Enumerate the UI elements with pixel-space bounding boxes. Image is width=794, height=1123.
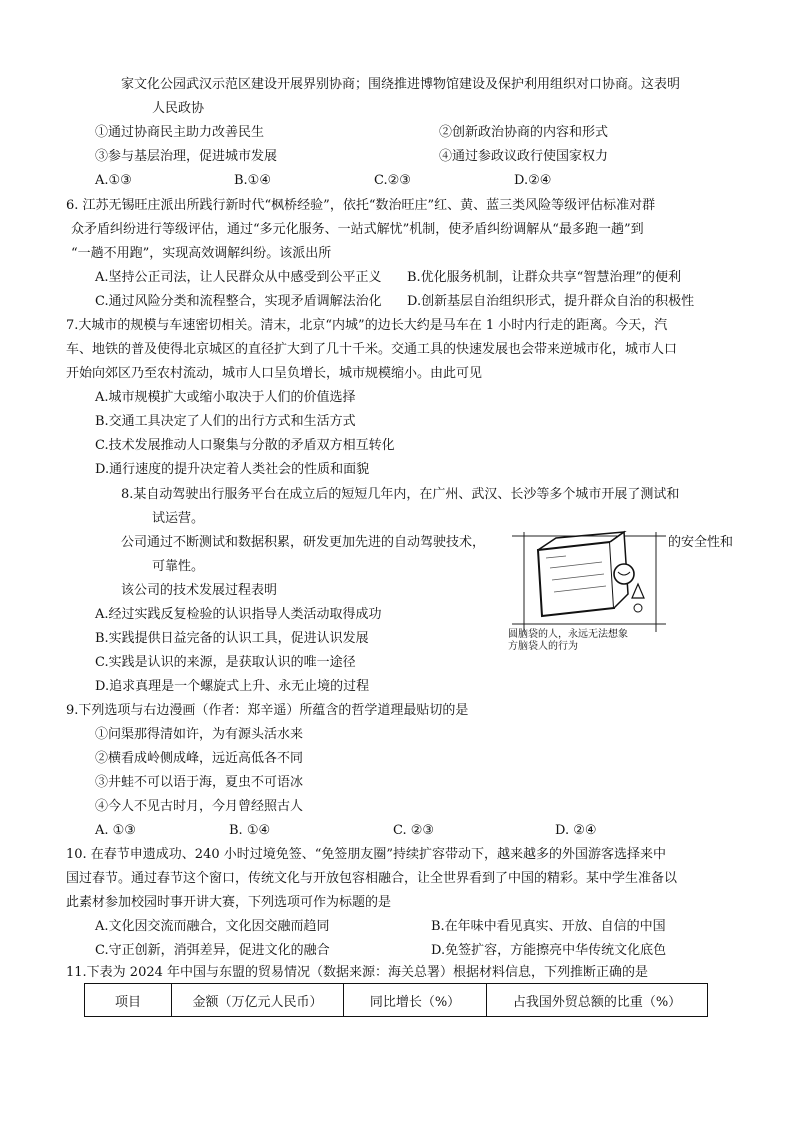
q5-statement-2: ②创新政治协商的内容和形式 — [439, 125, 609, 140]
q7-stem-line: 开始向郊区乃至农村流动，城市人口呈负增长，城市规模缩小。由此可见 — [66, 366, 483, 381]
cartoon-caption-line: 方脑袋人的行为 — [508, 641, 578, 652]
q5-stem-line: 人民政协 — [152, 101, 205, 116]
q10-option-a[interactable]: A.文化因交流而融合，文化因交融而趋同 — [95, 919, 330, 934]
q9-option-b[interactable]: B. ①④ — [229, 823, 271, 838]
q8-stem-line: 8.某自动驾驶出行服务平台在成立后的短短几年内，在广州、武汉、长沙等多个城市开展了测试和 — [121, 487, 680, 502]
q7-stem-line: 7.大城市的规模与车速密切相关。清末，北京“内城”的边长大约是马车在 1 小时内行走的距离。今天，汽 — [66, 318, 668, 333]
q8-option-a[interactable]: A.经过实践反复检验的认识指导人类活动取得成功 — [95, 607, 382, 622]
q5-option-b[interactable]: B.①④ — [234, 173, 271, 188]
q7-stem-line: 车、地铁的普及使得北京城区的直径扩大到了几十千米。交通工具的快速发展也会带来逆城市化，城市人口 — [66, 342, 678, 357]
q5-option-a[interactable]: A.①③ — [95, 173, 132, 188]
q9-stem-line: 9.下列选项与右边漫画（作者：郑辛遥）所蕴含的哲学道理最贴切的是 — [66, 703, 469, 718]
q5-option-c[interactable]: C.②③ — [374, 173, 411, 188]
q7-option-d[interactable]: D.通行速度的提升决定着人类社会的性质和面貌 — [95, 462, 370, 477]
table-header-cell: 同比增长（%） — [344, 984, 487, 1017]
q5-statement-1: ①通过协商民主助力改善民生 — [95, 125, 265, 140]
q8-option-d[interactable]: D.追求真理是一个螺旋式上升、永无止境的过程 — [95, 679, 370, 694]
q9-statement-2: ②横看成岭侧成峰，远近高低各不同 — [95, 751, 304, 766]
table-header-cell: 金额（万亿元人民币） — [172, 984, 344, 1017]
q5-statement-3: ③参与基层治理，促进城市发展 — [95, 149, 278, 164]
q6-option-d[interactable]: D.创新基层自治组织形式，提升群众自治的积极性 — [407, 294, 695, 309]
q9-option-d[interactable]: D. ②④ — [555, 823, 597, 838]
table-header-cell: 项目 — [85, 984, 172, 1017]
q6-option-b[interactable]: B.优化服务机制，让群众共享“智慧治理”的便利 — [407, 270, 681, 285]
q8-stem-line: 试运营。 — [152, 511, 205, 526]
cartoon-caption — [508, 629, 628, 653]
q10-option-c[interactable]: C.守正创新，消弭差异，促进文化的融合 — [95, 943, 330, 958]
q6-option-c[interactable]: C.通过风险分类和流程整合，实现矛盾调解法治化 — [95, 294, 382, 309]
q6-stem-line: “一趟不用跑”，实现高效调解纠纷。该派出所 — [71, 246, 332, 261]
q11-stem-line: 11.下表为 2024 年中国与东盟的贸易情况（数据来源：海关总署）根据材料信息，下列推断正确的是 — [66, 965, 649, 980]
q8-stem-line-tail: 的安全性和 — [668, 535, 734, 550]
cartoon-caption-line: 圆脑袋的人，永远无法想象 — [508, 629, 628, 640]
q9-statement-4: ④今人不见古时月，今月曾经照古人 — [95, 799, 304, 814]
q10-stem-line: 国过春节。通过春节这个窗口，传统文化与开放包容相融合，让全世界看到了中国的精彩。某中学生准备以 — [66, 871, 678, 886]
q8-stem-line: 该公司的技术发展过程表明 — [121, 583, 278, 598]
trade-table — [84, 983, 708, 1017]
q9-option-a[interactable]: A. ①③ — [95, 823, 136, 838]
q10-stem-line: 10. 在春节申遗成功、240 小时过境免签、“免签朋友圈”持续扩容带动下，越来越多的外国游客选择来中 — [66, 847, 667, 862]
q8-stem-line: 公司通过不断测试和数据积累，研发更加先进的自动驾驶技术， — [121, 535, 486, 550]
q7-option-b[interactable]: B.交通工具决定了人们的出行方式和生活方式 — [95, 414, 356, 429]
q9-statement-1: ①问渠那得清如许，为有源头活水来 — [95, 727, 304, 742]
table-header-cell: 占我国外贸总额的比重（%） — [487, 984, 708, 1017]
q9-statement-3: ③井蛙不可以语于海，夏虫不可语冰 — [95, 775, 304, 790]
q8-option-c[interactable]: C.实践是认识的来源，是获取认识的唯一途径 — [95, 655, 356, 670]
q5-stem-line: 家文化公园武汉示范区建设开展界别协商；围绕推进博物馆建设及保护利用组织对口协商。这表明 — [121, 77, 681, 92]
q7-option-c[interactable]: C.技术发展推动人口聚集与分散的矛盾双方相互转化 — [95, 438, 395, 453]
table-header-row — [85, 984, 708, 1017]
q10-option-b[interactable]: B.在年味中看见真实、开放、自信的中国 — [431, 919, 666, 934]
q8-option-b[interactable]: B.实践提供日益完备的认识工具，促进认识发展 — [95, 631, 369, 646]
q10-option-d[interactable]: D.免签扩容，方能擦亮中华传统文化底色 — [431, 943, 667, 958]
q9-option-c[interactable]: C. ②③ — [393, 823, 435, 838]
q7-option-a[interactable]: A.城市规模扩大或缩小取决于人们的价值选择 — [95, 390, 356, 405]
q8-stem-line: 可靠性。 — [152, 559, 205, 574]
q6-stem-line: 6. 江苏无锡旺庄派出所践行新时代“枫桥经验”，依托“数治旺庄”红、黄、蓝三类风险等级评估标准对群 — [66, 198, 656, 213]
q6-option-a[interactable]: A.坚持公正司法，让人民群众从中感受到公平正义 — [95, 270, 382, 285]
q6-stem-line: 众矛盾纠纷进行等级评估，通过“多元化服务、一站式解忧”机制，使矛盾纠纷调解从“最多跑一趟”到 — [71, 222, 644, 237]
q5-option-d[interactable]: D.②④ — [514, 173, 552, 188]
q10-stem-line: 此素材参加校园时事开讲大赛，下列选项可作为标题的是 — [66, 895, 392, 910]
q5-statement-4: ④通过参政议政行使国家权力 — [439, 149, 609, 164]
